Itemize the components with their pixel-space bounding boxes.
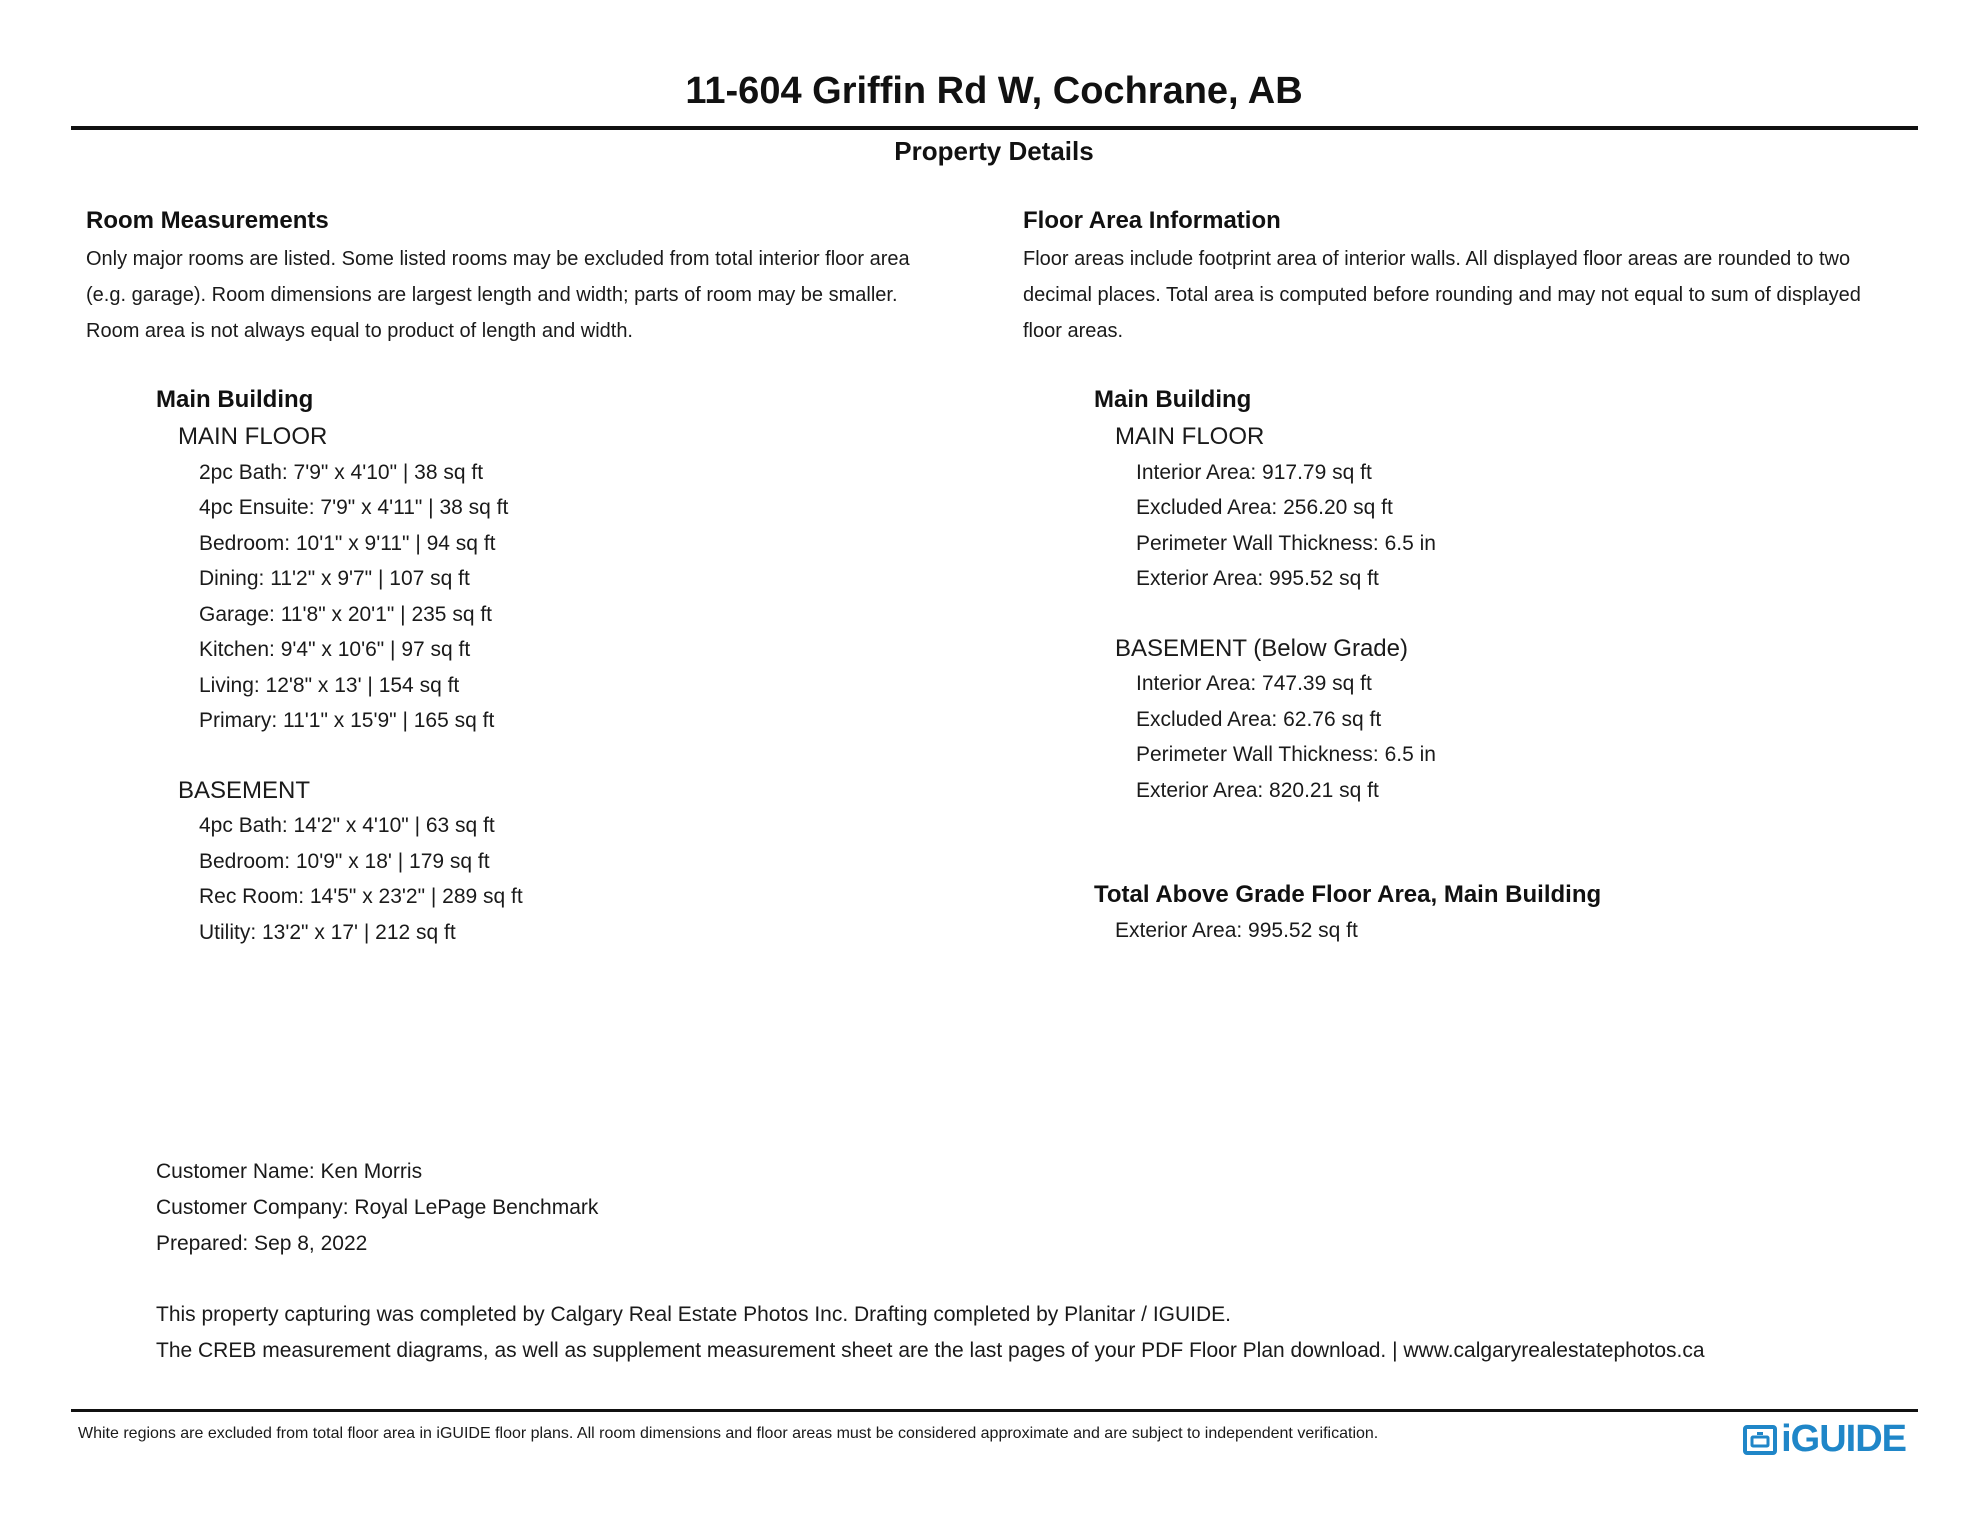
floor-heading-main: MAIN FLOOR: [178, 423, 328, 450]
room-item: Bedroom: 10'1" x 9'11" | 94 sq ft: [199, 531, 496, 555]
iguide-logo-text: iGUIDE: [1781, 1418, 1906, 1460]
prepared-date: Prepared: Sep 8, 2022: [156, 1232, 368, 1255]
room-measurements-heading: Room Measurements: [86, 207, 329, 234]
room-item: Bedroom: 10'9" x 18' | 179 sq ft: [199, 849, 490, 873]
area-building-heading: Main Building: [1094, 386, 1252, 413]
room-building-heading: Main Building: [156, 386, 314, 413]
note-line: decimal places. Total area is computed before rounding and may not equal to sum of displayed: [1023, 284, 1861, 306]
room-item: Dining: 11'2" x 9'7" | 107 sq ft: [199, 567, 470, 590]
note-line: Room area is not always equal to product of length and width.: [86, 320, 633, 342]
area-item: Perimeter Wall Thickness: 6.5 in: [1136, 743, 1436, 766]
room-item: Utility: 13'2" x 17' | 212 sq ft: [199, 920, 456, 944]
area-item: Excluded Area: 62.76 sq ft: [1136, 707, 1382, 731]
credits-line-with-website: The CREB measurement diagrams, as well as supplement measurement sheet are the last pages of your PDF Floor Plan download. | www.calgaryrealestatephotos.ca: [156, 1339, 1705, 1362]
footer-divider: [71, 1409, 1918, 1412]
customer-company: Customer Company: Royal LePage Benchmark: [156, 1196, 599, 1219]
iguide-camera-icon: [1743, 1425, 1777, 1455]
page-subtitle: Property Details: [894, 136, 1094, 166]
room-item: Living: 12'8" x 13' | 154 sq ft: [199, 673, 460, 697]
floor-heading-basement: BASEMENT: [178, 776, 311, 804]
note-line: Only major rooms are listed. Some listed rooms may be excluded from total interior floor area: [86, 248, 910, 270]
header-divider: [71, 126, 1918, 130]
area-item: Excluded Area: 256.20 sq ft: [1136, 496, 1393, 519]
room-item: Garage: 11'8" x 20'1" | 235 sq ft: [199, 602, 493, 626]
total-area-heading: Total Above Grade Floor Area, Main Building: [1094, 881, 1602, 908]
room-item: Primary: 11'1" x 15'9" | 165 sq ft: [199, 709, 495, 732]
room-item: Rec Room: 14'5" x 23'2" | 289 sq ft: [199, 885, 523, 908]
room-item: Kitchen: 9'4" x 10'6" | 97 sq ft: [199, 638, 471, 661]
footer-disclaimer: White regions are excluded from total floor area in iGUIDE floor plans. All room dimensions and floor areas must be considered approximate and are subject to independent verification.: [78, 1425, 1379, 1442]
room-item: 4pc Bath: 14'2" x 4'10" | 63 sq ft: [199, 814, 495, 837]
room-measurements-notes: [86, 241, 910, 349]
floor-area-notes: [1023, 241, 1861, 349]
room-list: [178, 419, 523, 950]
floor-heading-basement: BASEMENT (Below Grade): [1115, 634, 1408, 662]
floor-area-heading: Floor Area Information: [1023, 207, 1281, 234]
area-item: Perimeter Wall Thickness: 6.5 in: [1136, 531, 1436, 555]
iguide-logo: [1743, 1418, 1906, 1461]
floor-heading-main: MAIN FLOOR: [1115, 423, 1265, 450]
total-area-value: Exterior Area: 995.52 sq ft: [1115, 919, 1358, 942]
room-item: 4pc Ensuite: 7'9" x 4'11" | 38 sq ft: [199, 496, 509, 519]
area-item: Exterior Area: 995.52 sq ft: [1136, 567, 1379, 590]
note-line: Floor areas include footprint area of interior walls. All displayed floor areas are rounded to two: [1023, 248, 1851, 270]
area-item: Interior Area: 747.39 sq ft: [1136, 672, 1372, 695]
note-line: floor areas.: [1023, 320, 1124, 342]
room-item: 2pc Bath: 7'9" x 4'10" | 38 sq ft: [199, 460, 484, 484]
page-title: 11-604 Griffin Rd W, Cochrane, AB: [685, 70, 1303, 112]
customer-name: Customer Name: Ken Morris: [156, 1160, 423, 1183]
area-list: [1115, 419, 1436, 808]
note-line: (e.g. garage). Room dimensions are largest length and width; parts of room may be smaller.: [86, 284, 898, 306]
area-item: Exterior Area: 820.21 sq ft: [1136, 778, 1379, 802]
credits-line: This property capturing was completed by Calgary Real Estate Photos Inc. Drafting completed by Planitar / IGUIDE.: [156, 1303, 1231, 1326]
area-item: Interior Area: 917.79 sq ft: [1136, 460, 1372, 484]
